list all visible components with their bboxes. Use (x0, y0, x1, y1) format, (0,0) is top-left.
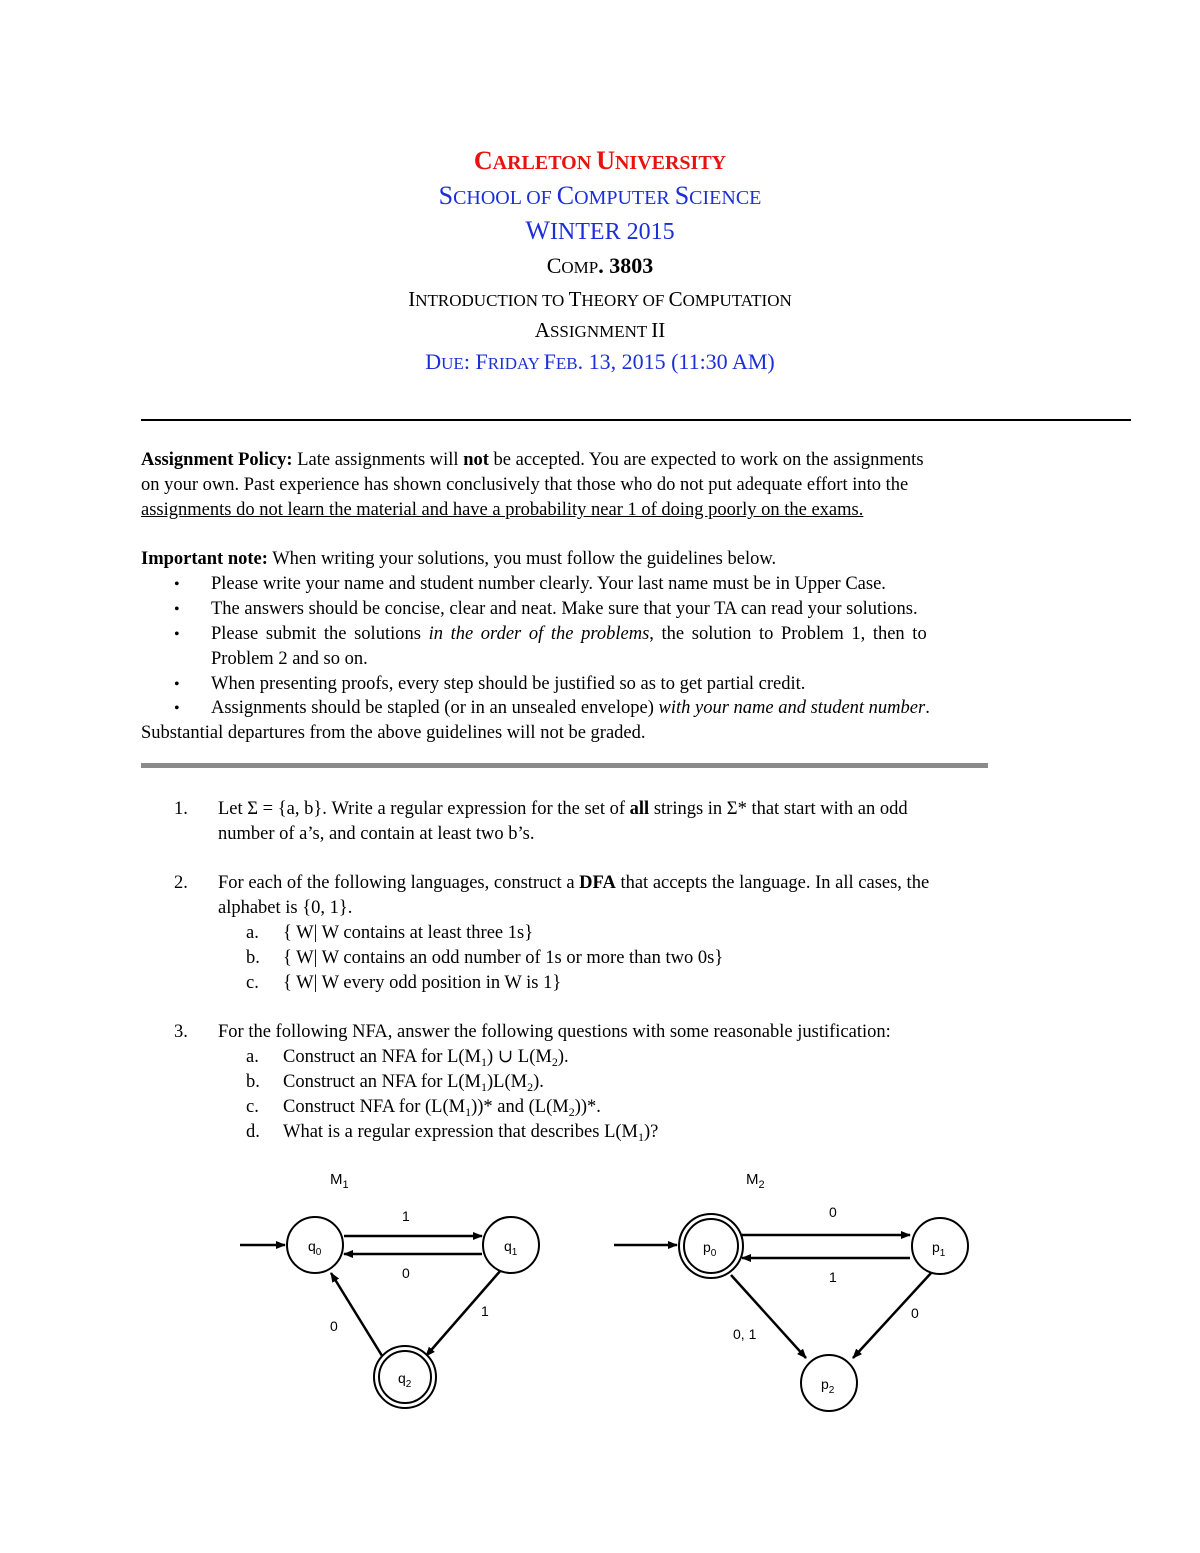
m2-label-p0-p1: 0 (829, 1204, 837, 1220)
m2-state-p2-label: $p_2$ (821, 1376, 835, 1396)
bullet-1-marker: • (174, 576, 180, 593)
problem-3-number: 3. (174, 1022, 188, 1042)
m1-state-q1-label: $q_1$ (504, 1238, 518, 1258)
problem-3b-text: Construct an NFA for $L(M_1)L(M_2)$. (283, 1072, 544, 1094)
note-closing: Substantial departures from the above guidelines will not be graded. (141, 723, 646, 743)
bullet-5-marker: • (174, 700, 180, 717)
problem-2-line-2: alphabet is {0, 1}. (218, 898, 353, 918)
m2-label-p0-p2: 0, 1 (733, 1326, 757, 1342)
m2-edge-p1-p2 (853, 1272, 932, 1358)
m2-edge-p0-p2 (731, 1275, 806, 1358)
problem-1-line-2: number of a’s, and contain at least two b’s. (218, 824, 535, 844)
bullet-3-text: Please submit the solutions in the order of the problems, the solution to Problem 1, then to (211, 624, 927, 644)
problem-2b-text: { W| W contains an odd number of 1s or more than two 0s} (283, 948, 724, 968)
problem-3c-label: c. (246, 1097, 259, 1117)
problem-2b-label: b. (246, 948, 260, 968)
bullet-1-text: Please write your name and student number clearly. Your last name must be in Upper Case. (211, 574, 886, 594)
problem-3d-label: d. (246, 1122, 260, 1142)
m2-state-p1-label: $p_1$ (932, 1239, 946, 1259)
policy-line-2: on your own. Past experience has shown conclusively that those who do not put adequate effort into the (141, 475, 909, 495)
term: WINTER 2015 (525, 216, 675, 245)
m1-label-q1-q2: 1 (481, 1303, 489, 1319)
problem-2c-label: c. (246, 973, 259, 993)
problem-3b-label: b. (246, 1072, 260, 1092)
m1-label-q0-q1: 1 (402, 1208, 410, 1224)
m2-label-p1-p2: 0 (911, 1305, 919, 1321)
due-date: DUE: FRIDAY FEB. 13, 2015 (11:30 AM) (425, 349, 775, 374)
problem-2-line-1: For each of the following languages, construct a DFA that accepts the language. In all cases, the (218, 873, 930, 893)
m1-label-q2-q0: 0 (330, 1318, 338, 1334)
bullet-3-cont: Problem 2 and so on. (211, 649, 368, 669)
m2-state-p0-outer (679, 1214, 743, 1278)
m1-title: $M_1$ (330, 1171, 349, 1191)
problem-3c-text: Construct NFA for $(L(M_1))*$ and $(L(M_2))*$. (283, 1097, 601, 1119)
m1-state-q0-label: $q_0$ (308, 1238, 322, 1258)
bullet-4-text: When presenting proofs, every step should be justified so as to get partial credit. (211, 674, 806, 694)
school-name: SCHOOL OF COMPUTER SCIENCE (438, 181, 762, 210)
nfa-m2 (614, 1171, 968, 1411)
assignment-number: ASSIGNMENT II (534, 318, 666, 342)
bullet-3-marker: • (174, 626, 180, 643)
m2-state-p1 (912, 1218, 968, 1274)
m2-title: $M_2$ (746, 1171, 765, 1191)
course-code: COMP. 3803 (546, 253, 654, 278)
m1-edge-q1-q2 (426, 1270, 501, 1356)
bullet-2-text: The answers should be concise, clear and neat. Make sure that your TA can read your solutions. (211, 599, 918, 619)
m2-state-p0-label: $p_0$ (703, 1239, 717, 1259)
nfa-m1 (240, 1171, 539, 1408)
m2-state-p2 (801, 1355, 857, 1411)
bullet-5-text: Assignments should be stapled (or in an unsealed envelope) with your name and student number. (211, 698, 930, 718)
university-name: CARLETON UNIVERSITY (473, 146, 727, 175)
problem-2a-text: { W| W contains at least three 1s} (283, 923, 534, 943)
bullet-2-marker: • (174, 601, 180, 618)
course-title: INTRODUCTION TO THEORY OF COMPUTATION (408, 287, 792, 311)
note-intro: Important note: When writing your solutions, you must follow the guidelines below. (141, 549, 777, 569)
policy-line-1: Assignment Policy: Late assignments will not be accepted. You are expected to work on the assignments (141, 450, 924, 470)
problem-1-line-1: Let Σ = {a, b}. Write a regular expression for the set of all strings in Σ* that start with an odd (218, 799, 908, 819)
problem-2-number: 2. (174, 873, 188, 893)
m1-edge-q2-q0 (331, 1273, 384, 1359)
problem-3d-text: What is a regular expression that describes $L(M_1)$? (283, 1122, 659, 1144)
policy-line-3: assignments do not learn the material and have a probability near 1 of doing poorly on the exams. (141, 500, 864, 520)
m2-label-p1-p0: 1 (829, 1269, 837, 1285)
problem-2a-label: a. (246, 923, 259, 943)
m1-label-q1-q0: 0 (402, 1265, 410, 1281)
bullet-4-marker: • (174, 676, 180, 693)
problem-3a-label: a. (246, 1047, 259, 1067)
problem-1-number: 1. (174, 799, 188, 819)
problem-2c-text: { W| W every odd position in W is 1} (283, 973, 562, 993)
m1-state-q2-label: $q_2$ (398, 1370, 412, 1390)
problem-3-intro: For the following NFA, answer the following questions with some reasonable justification: (218, 1022, 891, 1042)
problem-3a-text: Construct an NFA for $L(M_1)$ ∪ $L(M_2)$. (283, 1047, 569, 1069)
